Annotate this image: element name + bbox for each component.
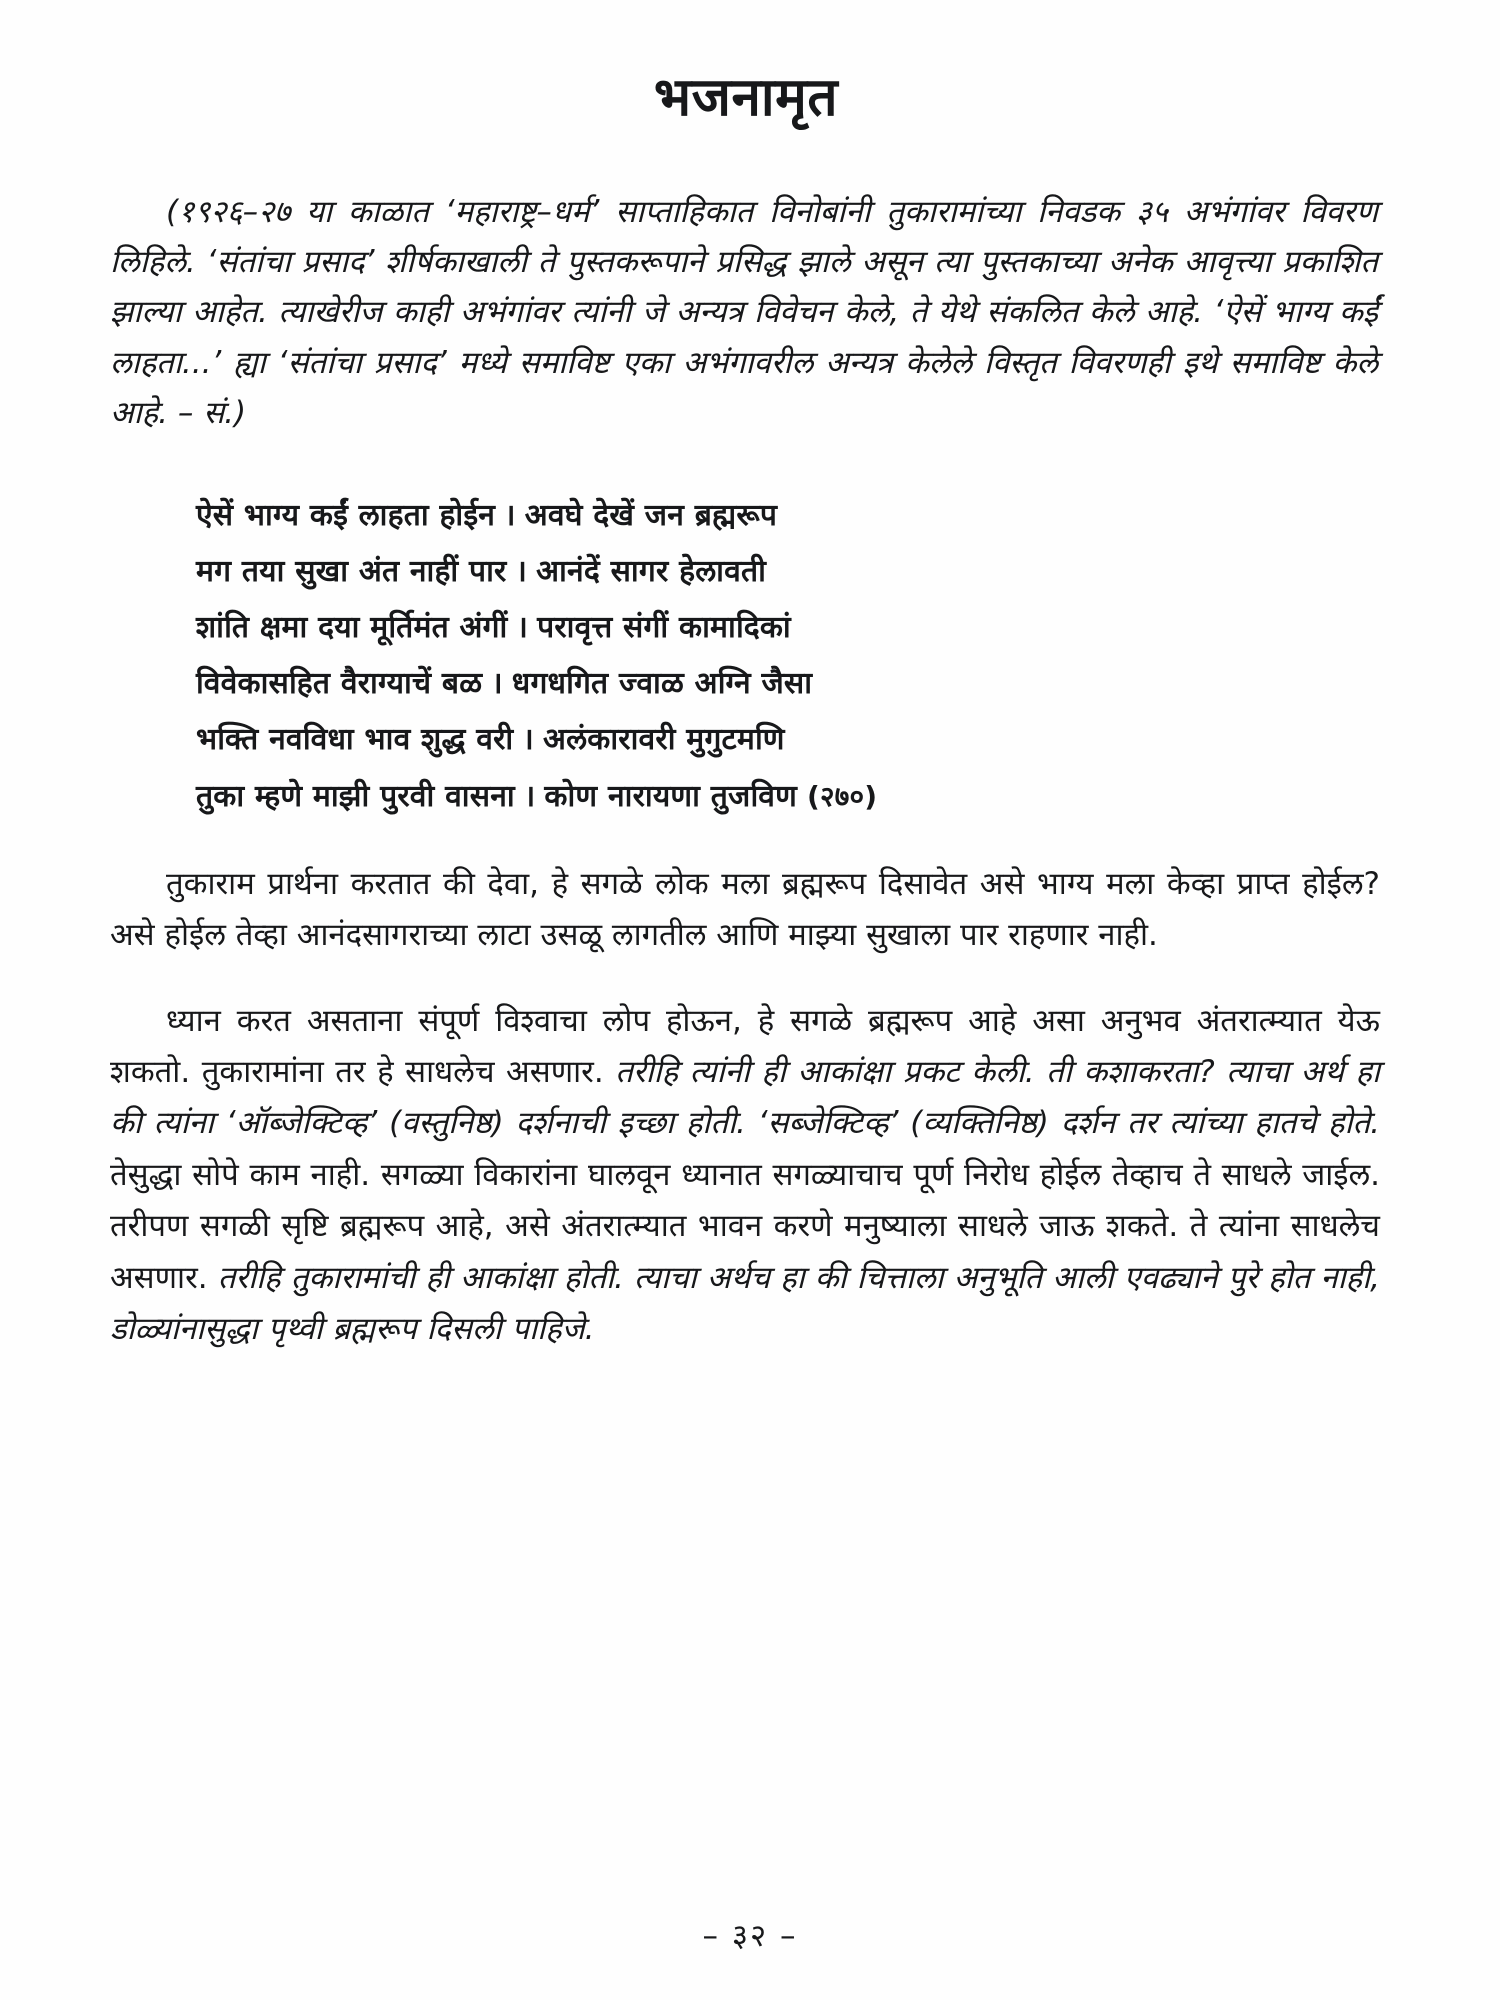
- page-title: भजनामृत: [653, 67, 839, 128]
- verse-separator: ।: [515, 554, 528, 590]
- verse-line-first: मग तया सुखा अंत नाहीं पार: [196, 554, 507, 590]
- verse-line-first: ऐसें भाग्य कईं लाहता होईन: [196, 498, 496, 534]
- verse-line-first: भक्ति नवविधा भाव शुद्ध वरी: [196, 722, 514, 758]
- verse-line-second: अवघे देखें जन ब्रह्मरूप: [524, 498, 778, 534]
- verse-block: [110, 488, 1382, 825]
- verse-separator: ।: [523, 778, 536, 814]
- editorial-note: (१९२६–२७ या काळात ‘महाराष्ट्र–धर्म’ साप्ताहिकात विनोबांनी तुकारामांच्या निवडक ३५ अभंगांवर विवरण लिहिले. ‘संतांचा प्रसाद’ शीर्षकाखाली ते पुस्तकरूपाने प्रसिद्ध झाले असून त्या पुस्तकाच्या अनेक आवृत्त्या प्रकाशित झाल्या आहेत. त्याखेरीज काही अभंगांवर त्यांनी जे अन्यत्र विवेचन केले, ते येथे संकलित केले आहे. ‘ऐसें भाग्य कईं लाहता...’ ह्या ‘संतांचा प्रसाद’ मध्ये समाविष्ट एका अभंगावरील अन्यत्र केलेले विस्तृत विवरणही इथे समाविष्ट केले आहे. – सं.): [110, 193, 1378, 431]
- verse-number: (२७०): [807, 779, 878, 813]
- verse-line-first: शांति क्षमा दया मूर्तिमंत अंगीं: [196, 610, 508, 646]
- verse-line: [196, 656, 1382, 712]
- verse-line: [196, 600, 1382, 656]
- verse-line-first: तुका म्हणे माझी पुरवी वासना: [196, 778, 515, 814]
- verse-line-second: कोण नारायणा तुजविण: [544, 778, 798, 814]
- verse-line: [196, 769, 1382, 825]
- verse-line: [196, 712, 1382, 768]
- page-number: – ३२ –: [702, 1918, 798, 1954]
- verse-separator: ।: [522, 722, 534, 758]
- verse-line-second: परावृत्त संगीं कामादिकां: [537, 610, 791, 646]
- verse-separator: ।: [491, 666, 503, 702]
- paragraph-segment-italic-2: तरीहि तुकारामांची ही आकांक्षा होती. त्याचा अर्थच हा की चित्ताला अनुभूति आली एवढ्याने पुरे होत नाही, डोळ्यांनासुद्धा पृथ्वी ब्रह्मरूप दिसली पाहिजे.: [110, 1259, 1380, 1348]
- verse-line: [196, 544, 1382, 600]
- verse-separator: ।: [504, 498, 516, 534]
- verse-separator: ।: [516, 610, 529, 646]
- verse-line: [196, 488, 1382, 544]
- body-paragraph: तुकाराम प्रार्थना करतात की देवा, हे सगळे लोक मला ब्रह्मरूप दिसावेत असे भाग्य मला केव्हा प्राप्त होईल? असे होईल तेव्हा आनंदसागराच्या लाटा उसळू लागतील आणि माझ्या सुखाला पार राहणार नाही.: [110, 865, 1380, 954]
- verse-line-second: धगधगित ज्वाळ अग्नि जैसा: [511, 666, 813, 702]
- verse-line-second: आनंदें सागर हेलावती: [536, 554, 767, 590]
- verse-line-second: अलंकारावरी मुगुटमणि: [543, 722, 785, 758]
- paragraph-segment-italic: तरीहि त्यांनी ही आकांक्षा प्रकट केली. ती कशाकरता? त्याचा अर्थ हा की त्यांना ‘ऑब्जेक्टिव्ह’ (वस्तुनिष्ठ) दर्शनाची इच्छा होती. ‘सब्जेक्टिव्ह’ (व्यक्तिनिष्ठ) दर्शन तर त्यांच्या हातचे होते.: [110, 1053, 1380, 1142]
- paragraph-segment-upright-2: तेसुद्धा सोपे काम नाही. सगळ्या विकारांना घालवून ध्यानात सगळ्याचाच पूर्ण निरोध होईल तेव्हाच ते साधले जाईल. तरीपण सगळी सृष्टि ब्रह्मरूप आहे, असे अंतरात्म्यात भावन करणे मनुष्याला साधले जाऊ शकते. ते त्यांना साधलेच असणार.: [110, 1156, 1380, 1296]
- body-paragraph: [110, 996, 1382, 1356]
- paragraph-segment-upright: ध्यान करत असताना संपूर्ण विश्वाचा लोप होऊन, हे सगळे ब्रह्मरूप आहे असा अनुभव अंतरात्म्यात येऊ शकतो. तुकारामांना तर हे साधलेच असणार.: [110, 1002, 1380, 1090]
- verse-line-first: विवेकासहित वैराग्याचें बळ: [196, 666, 483, 702]
